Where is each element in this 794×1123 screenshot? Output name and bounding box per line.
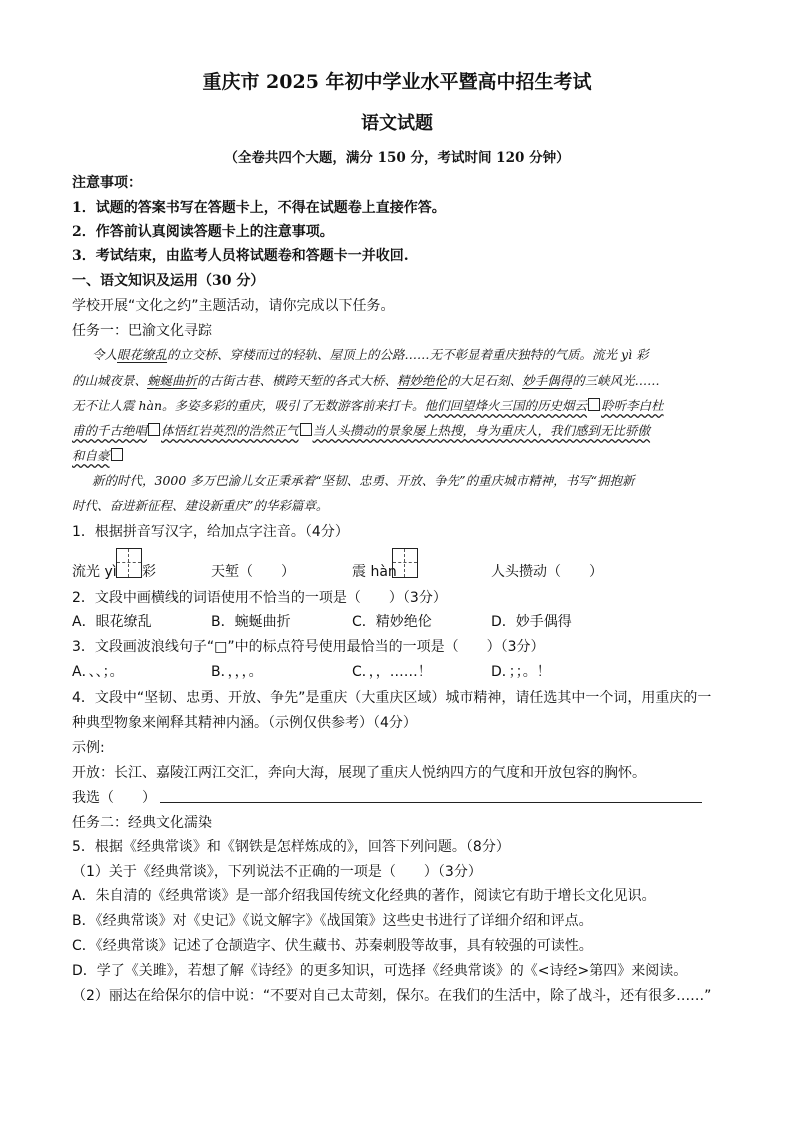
section-heading: 一、语文知识及运用（30 分） bbox=[72, 273, 265, 289]
passage-line bbox=[72, 397, 664, 415]
passage-text: 甫的千古绝唱 bbox=[72, 423, 148, 438]
answer-grid-box[interactable] bbox=[116, 548, 142, 578]
wavy-sentence bbox=[72, 423, 650, 438]
q3-option[interactable]: D．；；。！ bbox=[491, 664, 551, 680]
underlined-word: 眼花缭乱 bbox=[117, 347, 168, 362]
q2-option[interactable]: B．蜿蜒曲折 bbox=[211, 614, 291, 630]
answer-line[interactable] bbox=[160, 802, 702, 803]
q2-option[interactable]: D．妙手偶得 bbox=[491, 614, 572, 630]
instruction-item: 3．考试结束，由监考人员将试题卷和答题卡一并收回. bbox=[72, 248, 409, 264]
exam-subtitle: 语文试题 bbox=[361, 113, 433, 134]
q5-option[interactable]: D．学了《关雎》，若想了解《诗经》的更多知识，可选择《经典常谈》的《<诗经>第四》来阅读。 bbox=[72, 963, 688, 979]
passage-line bbox=[72, 422, 650, 440]
q1-item-d: 人头攒动（ ） bbox=[491, 564, 603, 580]
underlined-word: 妙手偶得 bbox=[522, 373, 573, 388]
question-3-stem: 3．文段画波浪线句子“□”中的标点符号使用最恰当的一项是（ ）（3分） bbox=[72, 639, 545, 655]
passage-text: 体悟红岩英烈的浩然正气 bbox=[161, 423, 299, 438]
wavy-sentence: 和自豪 bbox=[72, 448, 110, 463]
q5-option[interactable]: C．《经典常谈》记述了仓颉造字、伏生藏书、苏秦刺股等故事，具有较强的可读性。 bbox=[72, 938, 593, 954]
passage-line bbox=[72, 447, 124, 465]
passage-line: 新的时代，3000 多万巴渝儿女正秉承着“坚韧、忠勇、开放、争先”的重庆城市精神，书写“拥抱新 bbox=[92, 473, 635, 488]
question-5-stem: 5．根据《经典常谈》和《钢铁是怎样炼成的》，回答下列问题。（8分） bbox=[72, 839, 510, 855]
blank-box bbox=[111, 448, 123, 461]
q1-item-a-suffix: 彩 bbox=[142, 564, 156, 580]
instruction-item: 2．作答前认真阅读答题卡上的注意事项。 bbox=[72, 224, 334, 240]
instruction-item: 1．试题的答案书写在答题卡上，不得在试题卷上直接作答。 bbox=[72, 200, 446, 216]
underlined-word: 精妙绝伦 bbox=[397, 373, 448, 388]
q1-item-a: 流光 yì bbox=[72, 564, 117, 580]
blank-box bbox=[300, 423, 312, 436]
question-4-stem: 4．文段中“坚韧、忠勇、开放、争先”是重庆（大重庆区域）城市精神，请任选其中一个词，用重庆的一 bbox=[72, 690, 712, 706]
q1-item-c: 震 hàn bbox=[352, 564, 397, 580]
q2-option[interactable]: C．精妙绝伦 bbox=[352, 614, 432, 630]
blank-box bbox=[148, 423, 160, 436]
passage-line bbox=[72, 372, 660, 390]
passage-line bbox=[92, 346, 649, 364]
passage-text: 令人 bbox=[92, 347, 118, 362]
passage-text: 的大足石刻、 bbox=[447, 373, 523, 388]
question-1-stem: 1．根据拼音写汉字，给加点字注音。（4分） bbox=[72, 524, 349, 540]
blank-box bbox=[588, 398, 600, 411]
question-4-stem: 种典型物象来阐释其精神内涵。（示例仅供参考）（4分） bbox=[72, 715, 417, 731]
passage-text: 当人头攒动的景象屡上热搜，身为重庆人，我们感到无比骄傲 bbox=[312, 423, 651, 438]
section-intro: 学校开展“文化之约”主题活动，请你完成以下任务。 bbox=[72, 298, 395, 314]
answer-grid-box[interactable] bbox=[392, 548, 418, 578]
passage-text: 他们回望烽火三国的历史烟云 bbox=[424, 398, 588, 413]
q3-option[interactable]: C．，，……！ bbox=[352, 664, 432, 680]
question-5-sub1: （1）关于《经典常谈》，下列说法不正确的一项是（ ）（3分） bbox=[72, 864, 482, 880]
question-5-sub2: （2）丽达在给保尔的信中说：“不要对自己太苛刻，保尔。在我们的生活中，除了战斗，还有很多……” bbox=[72, 988, 712, 1004]
q3-option[interactable]: A．、、；。 bbox=[72, 664, 124, 680]
choose-label: 我选（ ） bbox=[72, 790, 156, 806]
q3-option[interactable]: B．，，，。 bbox=[211, 664, 263, 680]
passage-text: 的古街古巷、横跨天堑的各式大桥、 bbox=[197, 373, 398, 388]
example-label: 示例: bbox=[72, 740, 105, 756]
task-heading: 任务一：巴渝文化寻踪 bbox=[72, 323, 212, 339]
passage-text: 聆听李白杜 bbox=[601, 398, 664, 413]
question-2-stem: 2．文段中画横线的词语使用不恰当的一项是（ ）（3分） bbox=[72, 590, 447, 606]
passage-text: 的三峡风光…… bbox=[572, 373, 660, 388]
q5-option[interactable]: B．《经典常谈》对《史记》《说文解字》《战国策》这些史书进行了详细介绍和评点。 bbox=[72, 913, 593, 929]
q5-option[interactable]: A．朱自清的《经典常谈》是一部介绍我国传统文化经典的著作，阅读它有助于增长文化见识。 bbox=[72, 888, 656, 904]
passage-text: 的立交桥、穿楼而过的轻轨、屋顶上的公路……无不彰显着重庆独特的气质。流光 yì 彩 bbox=[167, 347, 649, 362]
wavy-sentence bbox=[425, 398, 664, 413]
exam-title: 重庆市 2025 年初中学业水平暨高中招生考试 bbox=[202, 71, 592, 93]
instructions-heading: 注意事项： bbox=[72, 175, 142, 191]
passage-line: 时代、奋进新征程、建设新重庆”的华彩篇章。 bbox=[72, 498, 329, 513]
underlined-word: 蜿蜒曲折 bbox=[147, 373, 198, 388]
passage-text: 的山城夜景、 bbox=[72, 373, 148, 388]
passage-text: 无不让人震 hàn。多姿多彩的重庆，吸引了无数游客前来打卡。 bbox=[72, 398, 425, 413]
q1-item-b: 天堑（ ） bbox=[211, 564, 295, 580]
example-text: 开放：长江、嘉陵江两江交汇，奔向大海，展现了重庆人悦纳四方的气度和开放包容的胸怀。 bbox=[72, 765, 646, 781]
exam-note: （全卷共四个大题，满分 150 分，考试时间 120 分钟） bbox=[224, 150, 570, 166]
q2-option[interactable]: A．眼花缭乱 bbox=[72, 614, 152, 630]
task-heading: 任务二：经典文化濡染 bbox=[72, 815, 212, 831]
